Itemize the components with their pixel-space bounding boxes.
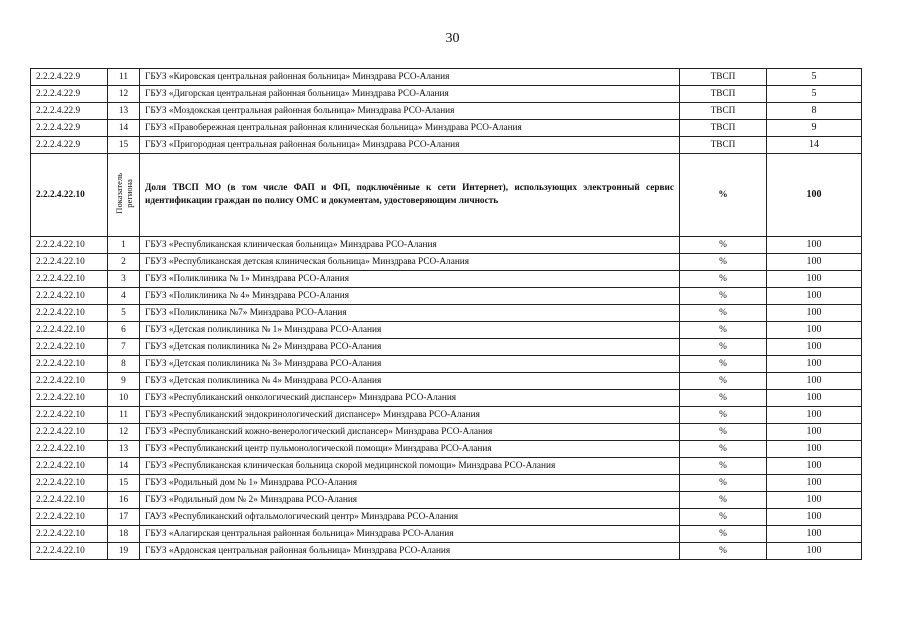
row-number: 12 [108,86,140,103]
row-number: 12 [108,424,140,441]
row-number: 13 [108,103,140,120]
table-row [31,120,862,137]
indicator-type-label-line1: Показатель [113,172,124,214]
row-number: 13 [108,441,140,458]
row-value: 100 [767,407,862,424]
table-row [31,86,862,103]
row-code: 2.2.2.4.22.10 [31,441,108,458]
row-organization: ГБУЗ «Дигорская центральная районная больница» Минздрава РСО-Алания [140,86,680,103]
row-number: 19 [108,543,140,560]
row-code: 2.2.2.4.22.10 [31,526,108,543]
row-code: 2.2.2.4.22.10 [31,509,108,526]
table-row [31,322,862,339]
table-row [31,424,862,441]
row-number: 3 [108,271,140,288]
row-unit: % [680,254,767,271]
row-number: 11 [108,407,140,424]
row-unit: % [680,288,767,305]
indicator-code: 2.2.2.4.22.10 [31,154,108,237]
row-unit: % [680,305,767,322]
row-unit: % [680,339,767,356]
row-number: 9 [108,373,140,390]
row-unit: % [680,458,767,475]
row-number: 15 [108,475,140,492]
row-number: 6 [108,322,140,339]
table-row [31,492,862,509]
row-code: 2.2.2.4.22.10 [31,543,108,560]
row-value: 100 [767,237,862,254]
row-code: 2.2.2.4.22.10 [31,322,108,339]
row-unit: % [680,475,767,492]
indicators-table [30,68,862,560]
table-row [31,509,862,526]
row-number: 4 [108,288,140,305]
table-row [31,356,862,373]
row-code: 2.2.2.4.22.10 [31,305,108,322]
row-unit: ТВСП [680,120,767,137]
row-code: 2.2.2.4.22.10 [31,237,108,254]
table-row [31,271,862,288]
row-organization: ГБУЗ «Пригородная центральная районная больница» Минздрава РСО-Алания [140,137,680,154]
row-code: 2.2.2.4.22.10 [31,492,108,509]
row-unit: ТВСП [680,69,767,86]
row-value: 100 [767,424,862,441]
row-organization: ГБУЗ «Родильный дом № 1» Минздрава РСО-Алания [140,475,680,492]
row-number: 1 [108,237,140,254]
table-body-indicator [31,154,862,237]
row-number: 11 [108,69,140,86]
row-code: 2.2.2.4.22.10 [31,288,108,305]
row-unit: % [680,407,767,424]
indicator-type-label [114,173,134,214]
row-unit: ТВСП [680,137,767,154]
row-unit: % [680,441,767,458]
row-value: 100 [767,390,862,407]
indicator-name: Доля ТВСП МО (в том числе ФАП и ФП, подключённые к сети Интернет), использующих электронный сервис идентификации граждан по полису ОМС и документам, удостоверяющим личность [140,154,680,237]
row-number: 16 [108,492,140,509]
row-unit: % [680,237,767,254]
row-value: 100 [767,509,862,526]
row-value: 5 [767,69,862,86]
table-row [31,458,862,475]
row-organization: ГБУЗ «Поликлиника № 1» Минздрава РСО-Алания [140,271,680,288]
row-organization: ГБУЗ «Ардонская центральная районная больница» Минздрава РСО-Алания [140,543,680,560]
table-row [31,254,862,271]
indicator-row [31,154,862,237]
row-organization: ГБУЗ «Республиканский эндокринологический диспансер» Минздрава РСО-Алания [140,407,680,424]
row-unit: % [680,424,767,441]
table-row [31,103,862,120]
row-value: 100 [767,322,862,339]
table-row [31,305,862,322]
row-value: 100 [767,254,862,271]
row-value: 100 [767,305,862,322]
indicator-value: 100 [767,154,862,237]
row-value: 100 [767,526,862,543]
row-number: 17 [108,509,140,526]
row-organization: ГБУЗ «Алагирская центральная районная больница» Минздрава РСО-Алания [140,526,680,543]
row-value: 8 [767,103,862,120]
row-unit: % [680,543,767,560]
row-value: 100 [767,475,862,492]
row-code: 2.2.2.4.22.10 [31,339,108,356]
row-number: 10 [108,390,140,407]
row-value: 100 [767,492,862,509]
table-row [31,288,862,305]
row-organization: ГБУЗ «Родильный дом № 2» Минздрава РСО-Алания [140,492,680,509]
row-value: 100 [767,441,862,458]
row-organization: ГАУЗ «Республиканский офтальмологический центр» Минздрава РСО-Алания [140,509,680,526]
row-unit: ТВСП [680,103,767,120]
row-value: 9 [767,120,862,137]
row-unit: % [680,271,767,288]
row-organization: ГБУЗ «Детская поликлиника № 1» Минздрава РСО-Алания [140,322,680,339]
row-number: 5 [108,305,140,322]
row-value: 14 [767,137,862,154]
row-code: 2.2.2.4.22.10 [31,254,108,271]
row-organization: ГБУЗ «Правобережная центральная районная клиническая больница» Минздрава РСО-Алания [140,120,680,137]
row-organization: ГБУЗ «Моздокская центральная районная больница» Минздрава РСО-Алания [140,103,680,120]
row-value: 100 [767,339,862,356]
row-number: 7 [108,339,140,356]
row-unit: % [680,390,767,407]
table-row [31,390,862,407]
row-organization: ГБУЗ «Республиканский центр пульмонологической помощи» Минздрава РСО-Алания [140,441,680,458]
row-number: 2 [108,254,140,271]
table-row [31,407,862,424]
row-organization: ГБУЗ «Поликлиника № 4» Минздрава РСО-Алания [140,288,680,305]
table-row [31,137,862,154]
row-code: 2.2.2.4.22.9 [31,86,108,103]
indicator-type-cell [108,154,140,237]
row-organization: ГБУЗ «Детская поликлиника № 2» Минздрава РСО-Алания [140,339,680,356]
row-code: 2.2.2.4.22.10 [31,390,108,407]
row-organization: ГБУЗ «Республиканская клиническая больница скорой медицинской помощи» Минздрава РСО-Алания [140,458,680,475]
table-row [31,543,862,560]
row-organization: ГБУЗ «Поликлиника №7» Минздрава РСО-Алания [140,305,680,322]
row-organization: ГБУЗ «Республиканский кожно-венерологический диспансер» Минздрава РСО-Алания [140,424,680,441]
row-code: 2.2.2.4.22.10 [31,475,108,492]
table-row [31,373,862,390]
table-body-top [31,69,862,154]
indicator-unit: % [680,154,767,237]
row-code: 2.2.2.4.22.10 [31,271,108,288]
row-code: 2.2.2.4.22.10 [31,373,108,390]
row-code: 2.2.2.4.22.9 [31,103,108,120]
row-organization: ГБУЗ «Республиканская детская клиническая больница» Минздрава РСО-Алания [140,254,680,271]
row-unit: % [680,322,767,339]
row-value: 100 [767,356,862,373]
table-row [31,339,862,356]
row-organization: ГБУЗ «Республиканская клиническая больница» Минздрава РСО-Алания [140,237,680,254]
table-row [31,441,862,458]
row-unit: % [680,373,767,390]
row-code: 2.2.2.4.22.9 [31,120,108,137]
row-value: 100 [767,458,862,475]
row-unit: ТВСП [680,86,767,103]
row-number: 8 [108,356,140,373]
row-value: 100 [767,288,862,305]
row-organization: ГБУЗ «Детская поликлиника № 4» Минздрава РСО-Алания [140,373,680,390]
row-code: 2.2.2.4.22.10 [31,424,108,441]
row-code: 2.2.2.4.22.10 [31,356,108,373]
row-organization: ГБУЗ «Кировская центральная районная больница» Минздрава РСО-Алания [140,69,680,86]
table-row [31,237,862,254]
row-number: 15 [108,137,140,154]
page-number: 30 [445,31,460,46]
table-row [31,69,862,86]
row-organization: ГБУЗ «Республиканский онкологический диспансер» Минздрава РСО-Алания [140,390,680,407]
table-row [31,526,862,543]
row-value: 100 [767,543,862,560]
row-number: 14 [108,458,140,475]
row-code: 2.2.2.4.22.10 [31,407,108,424]
row-unit: % [680,356,767,373]
row-code: 2.2.2.4.22.10 [31,458,108,475]
row-value: 5 [767,86,862,103]
row-value: 100 [767,373,862,390]
table-row [31,475,862,492]
row-unit: % [680,492,767,509]
row-code: 2.2.2.4.22.9 [31,69,108,86]
row-number: 18 [108,526,140,543]
row-code: 2.2.2.4.22.9 [31,137,108,154]
table-body-bottom [31,237,862,560]
row-number: 14 [108,120,140,137]
row-unit: % [680,509,767,526]
indicator-type-label-line2: региона [123,178,134,208]
row-unit: % [680,526,767,543]
row-value: 100 [767,271,862,288]
row-organization: ГБУЗ «Детская поликлиника № 3» Минздрава РСО-Алания [140,356,680,373]
